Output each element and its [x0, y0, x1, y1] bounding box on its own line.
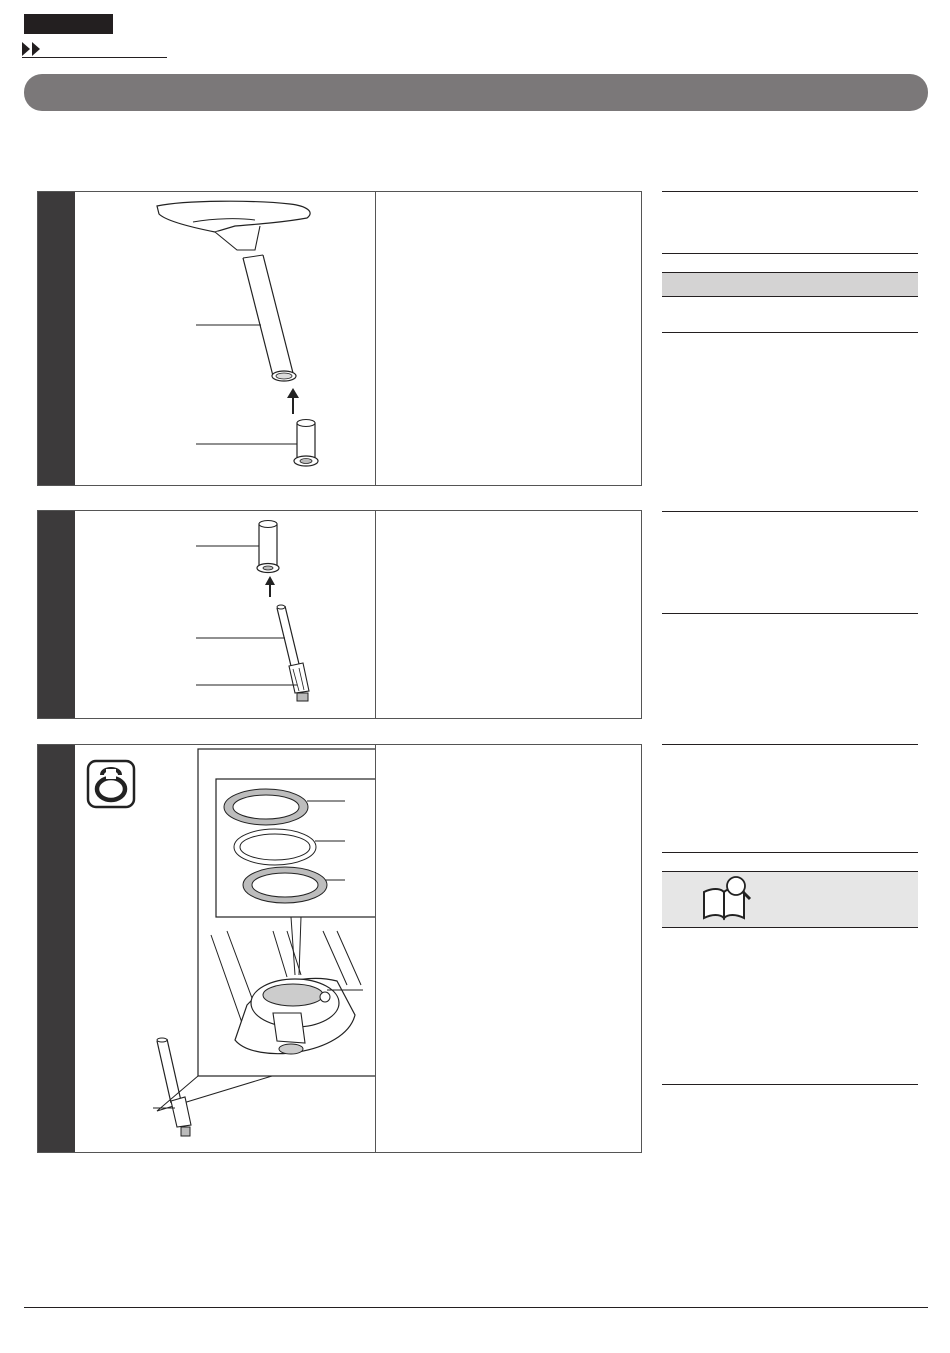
step-3-panel	[37, 744, 642, 1153]
note-1-bottom-rule	[662, 253, 918, 254]
grease-ring-icon	[88, 761, 134, 807]
double-right-arrow-icon	[22, 42, 52, 56]
book-magnifier-icon	[700, 874, 760, 924]
step-1-panel	[37, 191, 642, 486]
step-3-divider	[375, 745, 376, 1152]
note-3-top-rule	[662, 511, 918, 512]
step-1-illustration	[75, 192, 375, 485]
reference-band	[662, 871, 918, 928]
note-2-bottom-rule	[662, 332, 918, 333]
note-4-bottom-rule	[662, 852, 918, 853]
note-5-bottom-rule	[662, 1084, 918, 1085]
step-1-number-bar	[38, 192, 75, 485]
step-3-number-bar	[38, 745, 75, 1152]
step-2-number-bar	[38, 511, 75, 718]
step-3-illustration	[75, 745, 375, 1152]
step-1-divider	[375, 192, 376, 485]
note-4-top-rule	[662, 744, 918, 745]
note-2-header-band	[662, 272, 918, 297]
step-2-illustration	[75, 511, 375, 718]
step-2-panel	[37, 510, 642, 719]
section-tag	[24, 14, 113, 34]
breadcrumb-underline	[22, 57, 167, 58]
note-1-top-rule	[662, 191, 918, 192]
note-3-bottom-rule	[662, 613, 918, 614]
footer-rule	[24, 1307, 928, 1308]
step-2-divider	[375, 511, 376, 718]
page-title-bar	[24, 74, 928, 111]
